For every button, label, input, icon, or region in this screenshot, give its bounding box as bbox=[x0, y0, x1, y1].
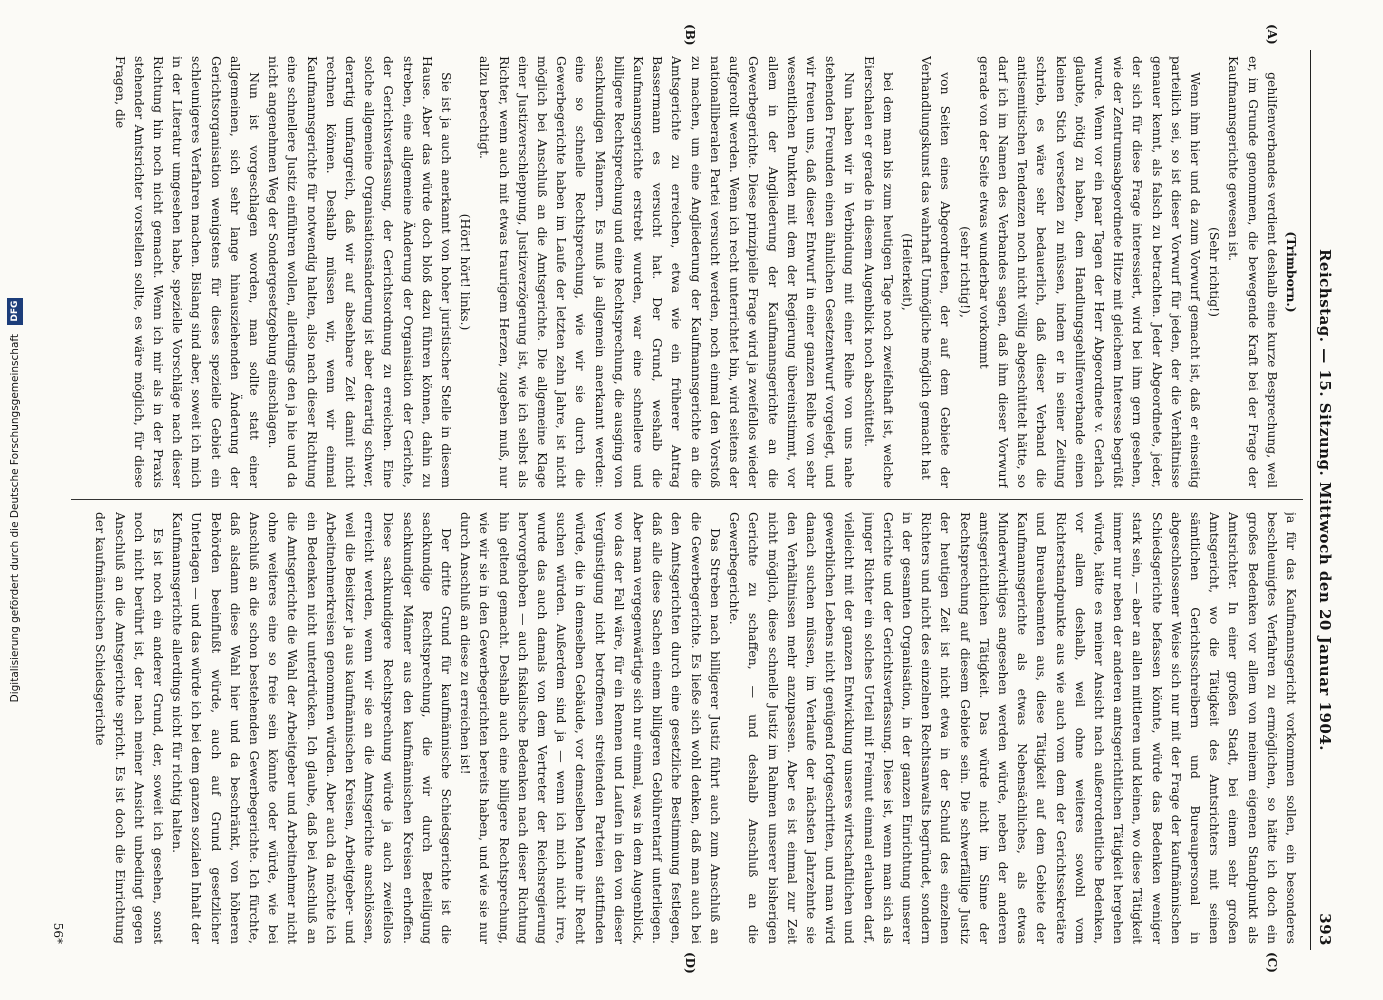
rotated-newspaper-page bbox=[47, 24, 1337, 974]
margin-letter-d: (D) bbox=[682, 952, 697, 974]
header-rule bbox=[1310, 50, 1311, 950]
paragraph: gehilfenverbandes verdient deshalb eine kurze Besprechung, weil er, im Grunde genommen, die bewegende Kraft bei der Frage der Kaufmannsgerichte gewesen ist. bbox=[1225, 56, 1280, 488]
margin-letter-b: (B) bbox=[682, 24, 697, 46]
interjection: (sehr richtig!), bbox=[957, 226, 973, 318]
interjection: (Heiterkeit), bbox=[899, 233, 915, 311]
footer-signature: 56* bbox=[50, 922, 65, 944]
paragraph: von Seiten eines Abgeordneten, der auf dem Gebiete der Verhandlungskunst das wahrhaft Unmögliche möglich gemacht hat bbox=[918, 56, 953, 488]
paragraph: Der dritte Grund für kaufmännische Schiedsgerichte ist die sachkundige Rechtsprechung, die wir durch Beteiligung sachkundiger Männer aus den kaufmännischen Kreisen erhoffen. Diese sachkundigere Rechtsprechung würde ja auch zweifellos erreicht werden, wenn wir sie an die Amtsgerichte anschlössen, weil die Beisitzer ja aus kaufmännischen Kreisen, Arbeitgeber- und Arbeitnehmerkreisen genommen würden. Aber auch da möchte ich ein Bedenken nicht unterdrücken. Ich glaube, daß bei Anschluß an die Amtsgerichte die Wahl der Arbeitgeber und Arbeitnehmer nicht ohne weiteres eine so freie sein könnte oder würde, wie bei Anschluß an die schon bestehenden Gewerbegerichte. Ich fürchte, daß alsdann diese Wahl hier und da beschränkt, von höheren Behörden beeinflußt würde, auch auf Grund gesetzlicher Unterlagen — und das würde ich bei dem ganzen sozialen Inhalt der Kaufmannsgerichte allerdings nicht für richtig halten. bbox=[169, 512, 454, 944]
column-divider bbox=[71, 499, 1303, 500]
digitization-credit bbox=[0, 0, 30, 1000]
interjection: (Hört! hört! links.) bbox=[457, 213, 473, 331]
page-number: 393 bbox=[1315, 913, 1334, 946]
margin-letter-a: (A) bbox=[1264, 24, 1279, 45]
dfg-logo: DFG bbox=[7, 298, 23, 325]
right-column bbox=[71, 512, 1301, 944]
left-column bbox=[71, 56, 1301, 488]
paragraph: Wenn ihm hier und da zum Vorwurf gemacht ist, daß er einseitig parteilich sei, so ist dieser Vorwurf für jeden, der die Verhältnisse genauer kennt, als falsch zu betrachten. Jeder Abgeordnete, jeder, der sich für diese Frage interessiert, wird bei ihm gern gesehen, wie der Zentrumsabgeordnete Hitze mit gleichem Interesse begrüßt wurde. Wenn vor ein paar Tagen der Herr Abgeordnete v. Gerlach glaubte, nötig zu haben, dem Handlungsgehilfenverbande einen kleinen Stich versetzen zu müssen, indem er in seiner Zeitung schrieb, es wäre sehr bedauerlich, daß dieser Verband die antisemitischen Tendenzen noch nicht völlig abgeschüttelt hätte, so darf ich im Namen des Verbandes sagen, daß ihm dieser Vorwurf gerade von der Seite etwas wunderbar vorkommt bbox=[976, 56, 1203, 488]
paragraph: Es ist noch ein anderer Grund, der, soweit ich gesehen, sonst noch nicht berührt ist, der nach meiner Ansicht unbedingt gegen Anschluß an die Amtsgerichte spricht. Es ist doch die Einrichtung der kaufmännischen Schiedsgerichte bbox=[92, 512, 166, 944]
running-title: Reichstag. — 15. Sitzung. Mittwoch den 20 Januar 1904. bbox=[1315, 248, 1334, 752]
margin-letter-c: (C) bbox=[1264, 952, 1279, 973]
speaker-name: (Trimborn.) bbox=[1283, 231, 1299, 313]
paragraph: Nun ist vorgeschlagen worden, man sollte statt einer allgemeinen, sich sehr lange hinausziehenden Änderung der Gerichtsorganisation wenigstens für dieses spezielle Gebiet ein schleunigeres Verfahren machen. Bislang sind aber, soweit ich mich in der Literatur umgesehen habe, spezielle Vorschläge nach dieser Richtung hin noch nicht gemacht. Wenn ich mir als in der Praxis stehender Amtsrichter vorstellen sollte, es wäre möglich, für diese Fragen, die bbox=[112, 56, 262, 488]
paragraph: bei dem man bis zum heutigen Tage noch zweifelhaft ist, welche Eierschalen er gerade in diesem Augenblick noch abschüttelt. bbox=[861, 56, 896, 488]
paragraph: Nun haben wir in Verbindung mit einer Reihe von uns nahe stehenden Freunden einen ähnlichen Gesetzentwurf vorgelegt, und wir freuen uns, daß dieser Entwurf in einer ganzen Reihe von sehr wesentlichen Punkten mit dem der Regierung übereinstimmt, vor allem in der Angliederung der Kaufmannsgerichte an die Gewerbegerichte. Diese prinzipielle Frage wird ja zweifellos wieder aufgerollt werden. Wenn ich recht unterrichtet bin, wird seitens der nationalliberalen Partei versucht werden, noch einmal den Vorstoß zu machen, um eine Angliederung der Kaufmannsgerichte an die Amtsgerichte zu erreichen, etwa wie ein früherer Antrag Bassermann es versucht hat. Der Grund, weshalb die Kaufmannsgerichte erstrebt wurden, war eine schnellere und billigere Rechtsprechung und eine Rechtsprechung, die ausging von sachkundigen Männern. Es muß ja allgemein anerkannt werden: eine so schnelle Rechtsprechung, wie wir sie durch die Gewerbegerichte haben im Laufe der letzten zehn Jahre, ist nicht möglich bei Anschluß an die Amtsgerichte. Die allgemeine Klage einer Justizverschleppung, Justizverzögerung ist, wie ich selbst als Richter, wenn auch mit etwas traurigem Herzen, zugeben muß, nur allzu berechtigt. bbox=[476, 56, 857, 488]
paragraph: Sie ist ja auch anerkannt von hoher juristischer Stelle in diesem Hause. Aber das würde doch bloß dazu führen können, dahin zu streben, eine allgemeine Änderung der Organisation der Gerichte, der Gerichtsverfassung, der Gerichtsordnung zu erreichen. Eine solche allgemeine Organisationsänderung ist aber derartig schwer, derartig umfangreich, daß wir auf absehbare Zeit damit nicht rechnen können. Deshalb müssen wir, wenn wir einmal Kaufmannsgerichte für notwendig halten, also nach dieser Richtung eine schnellere Justiz einführen wollen, allerdings den ja hie und da nicht angenehmen Weg der Sondergesetzgebung einschlagen. bbox=[265, 56, 454, 488]
paragraph: Das Streben nach billigerer Justiz führt auch zum Anschluß an die Gewerbegerichte. Es ließe sich wohl denken, daß man auch bei den Amtsgerichten durch eine gesetzliche Bestimmung festlegen, daß alle diese Sachen einem billigeren Gebührentarif unterliegen. Aber man vergegenwärtige sich nur einmal, was in dem Augenblick, wo das der Fall wäre, für ein Rennen und Laufen in den von dieser Vergünstigung nicht betroffenen streitenden Parteien stattfinden würde, die in demselben Gebäude, vor demselben Manne ihr Recht suchen würden. Außerdem sind ja — wenn ich mich nicht irre, wurde das auch damals von dem Vertreter der Reichsregierung hervorgehoben — auch fiskalische Bedenken nach dieser Richtung hin geltend gemacht. Deshalb auch eine billigere Rechtsprechung, wie wir sie in den Gewerbegerichten bereits haben, und wie sie nur durch Anschluß an diese zu erreichen ist! bbox=[457, 512, 723, 944]
page-header bbox=[1311, 50, 1337, 950]
interjection: (Sehr richtig!) bbox=[1206, 227, 1222, 317]
paragraph: ja für das Kaufmannsgericht vorkommen sollen, ein besonderes beschleunigtes Verfahren zu ermöglichen, so hätte ich doch ein großes Bedenken vor allem von meinem eigenen Standpunkt als Amtsrichter. In einer großen Stadt, bei einem sehr großen Amtsgericht, wo die Tätigkeit des Amtsrichters mit seinen sämtlichen Gerichtsschreibern und Bureaupersonal in abgeschlossener Weise sich nur mit der Frage der kaufmännischen Schiedsgerichte befassen könnte, würde das Bedenken weniger stark sein, — aber an allen mittleren und kleinen, wo diese Tätigkeit immer nur neben der anderen amtsgerichtlichen Tätigkeit hergehen würde, hätte es meiner Ansicht nach außerordentliche Bedenken, vor allem deshalb, weil ohne weiteres sowohl vom Richterstandpunkte aus wie auch vom dem der Gerichtssekretäre und Bureaubeamten aus, diese Tätigkeit auf dem Gebiete der Kaufmannsgerichte als etwas Nebensächliches, als etwas Minderwichtiges angesehen werden würde, neben der anderen amtsgerichtlichen Tätigkeit. Das würde nicht im Sinne der Rechtsprechung auf diesem Gebiete sein. Die schwerfällige Justiz der heutigen Zeit ist nicht etwa in der Schuld des einzelnen Richters und nicht des einzelnen Rechtsanwalts begründet, sondern in der gesamten Organisation, in der ganzen Einrichtung unserer Gerichte und der Gerichtsverfassung. Diese ist, wenn man sich als junger Richter ein solches Urteil mit Freimut einmal erlauben darf, vielleicht mit der ganzen Entwicklung unseres wirtschaftlichen und gewerblichen Lebens nicht genügend fortgeschritten, und man wird danach suchen müssen, im Verlaufe der nächsten Jahrzehnte sie den Verhältnissen mehr anzupassen. Aber es ist einmal zur Zeit nicht möglich, diese schnelle Justiz im Rahmen unserer bisherigen Gerichte zu schaffen, — und deshalb Anschluß an die Gewerbegerichte. bbox=[726, 512, 1299, 944]
credit-text: Digitalisierung gefördert durch die Deutsche Forschungsgemeinschaft bbox=[9, 333, 21, 703]
